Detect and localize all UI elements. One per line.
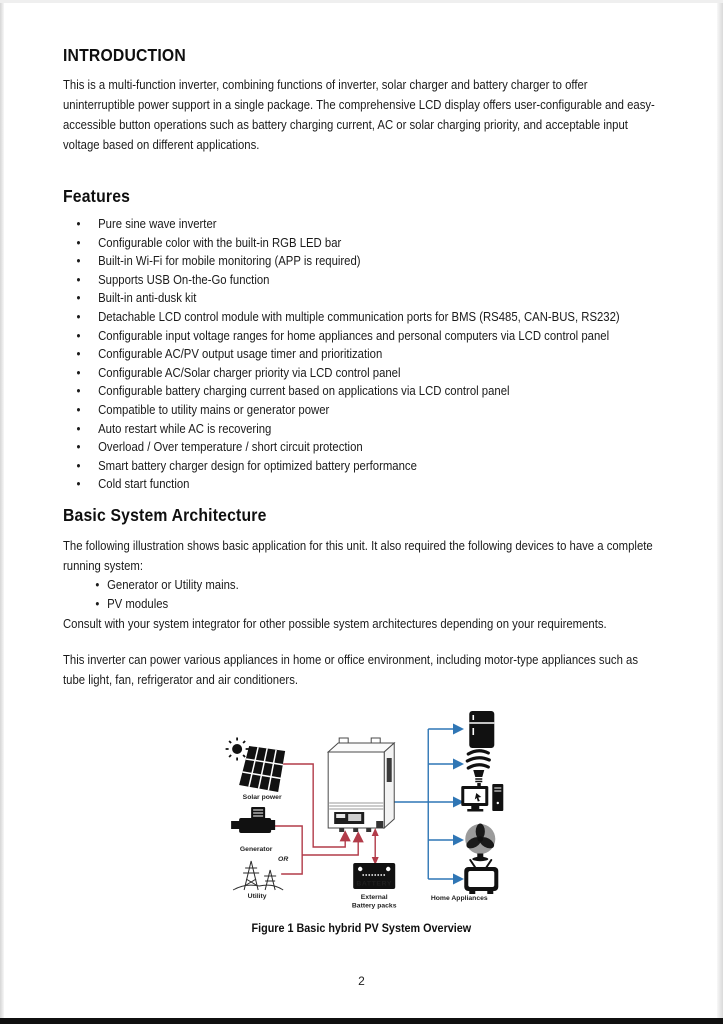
- tv-icon: [464, 860, 498, 894]
- architecture-paragraph-3: This inverter can power various appliances in home or office environment, including motor-type appliances such as tube light, fan, refrigerator and air conditioners.: [63, 652, 639, 687]
- scan-edge-left: [0, 0, 4, 1024]
- or-label: OR: [278, 855, 289, 863]
- feature-item: • Built-in Wi-Fi for mobile monitoring (APP is required): [63, 252, 660, 271]
- sun-icon: [226, 737, 249, 760]
- inverter-unit-illustration: [328, 738, 394, 832]
- introduction-paragraph: This is a multi-function inverter, combining functions of inverter, solar charger and battery charger to offer uninterruptible power support in a single package. The comprehensive LCD display offers user-configurable and easy-accessible button operations such as battery charging current, AC or solar charging priority, and acceptable input voltage based on different applications.: [63, 78, 655, 152]
- ac-output-lines: [394, 729, 461, 879]
- fan-icon: [465, 823, 496, 861]
- required-devices-list: [63, 576, 660, 614]
- system-overview-figure: [215, 702, 510, 917]
- battery-text-label: BATTERY: [356, 880, 392, 888]
- architecture-heading: Basic System Architecture: [63, 504, 267, 525]
- external-battery-label-line1: External: [360, 893, 388, 901]
- solar-power-label: Solar power: [242, 793, 282, 801]
- features-heading: Features: [63, 186, 131, 206]
- generator-icon: [231, 807, 275, 833]
- scan-edge-top: [0, 0, 723, 3]
- page-number: 2: [358, 974, 365, 988]
- figure-caption: Figure 1 Basic hybrid PV System Overview: [251, 920, 472, 935]
- scan-edge-right: [717, 0, 723, 1024]
- introduction-heading: INTRODUCTION: [63, 45, 186, 65]
- feature-item: • Smart battery charger design for optimized battery performance: [63, 457, 660, 476]
- cfl-bulb-icon: [467, 751, 489, 786]
- feature-item: • Cold start function: [63, 475, 660, 494]
- fridge-icon: [469, 711, 494, 748]
- architecture-paragraph-1: The following illustration shows basic application for this unit. It also required the following devices to have a complete running system:: [63, 538, 653, 573]
- external-battery-label-line2: Battery packs: [351, 902, 397, 910]
- solar-panel-icon: [239, 746, 285, 792]
- scan-edge-bottom: [0, 1018, 723, 1024]
- feature-item: • Configurable battery charging current based on applications via LCD control panel: [63, 382, 660, 401]
- hybrid-pv-system-diagram: [215, 702, 510, 917]
- required-device-item: • PV modules: [63, 595, 660, 614]
- feature-item: • Configurable input voltage ranges for home appliances and personal computers via LCD control panel: [63, 327, 660, 346]
- home-appliances-label: Home Appliances: [430, 894, 488, 902]
- generator-label: Generator: [239, 845, 273, 853]
- feature-item: • Configurable AC/PV output usage timer and prioritization: [63, 345, 660, 364]
- utility-label: Utility: [247, 892, 267, 900]
- feature-item: • Supports USB On-the-Go function: [63, 271, 660, 290]
- battery-icon: [353, 863, 395, 889]
- generator-utility-junction-line: [271, 826, 302, 874]
- required-device-item: • Generator or Utility mains.: [63, 576, 660, 595]
- feature-item: • Auto restart while AC is recovering: [63, 420, 660, 439]
- architecture-paragraph-2: Consult with your system integrator for other possible system architectures depending on your requirements.: [63, 616, 607, 631]
- feature-item: • Compatible to utility mains or generator power: [63, 401, 660, 420]
- feature-item: • Pure sine wave inverter: [63, 215, 660, 234]
- feature-item: • Detachable LCD control module with multiple communication ports for BMS (RS485, CAN-BUS, RS232): [63, 308, 660, 327]
- computer-icon: [461, 784, 503, 812]
- feature-item: • Configurable color with the built-in RGB LED bar: [63, 234, 660, 253]
- feature-item: • Configurable AC/Solar charger priority via LCD control panel: [63, 364, 660, 383]
- utility-pylon-icon: [233, 861, 283, 890]
- features-list: [63, 215, 660, 494]
- feature-item: • Built-in anti-dusk kit: [63, 289, 660, 308]
- feature-item: • Overload / Over temperature / short circuit protection: [63, 438, 660, 457]
- page-content: [63, 44, 660, 935]
- ac-source-to-inverter-line: [302, 834, 358, 855]
